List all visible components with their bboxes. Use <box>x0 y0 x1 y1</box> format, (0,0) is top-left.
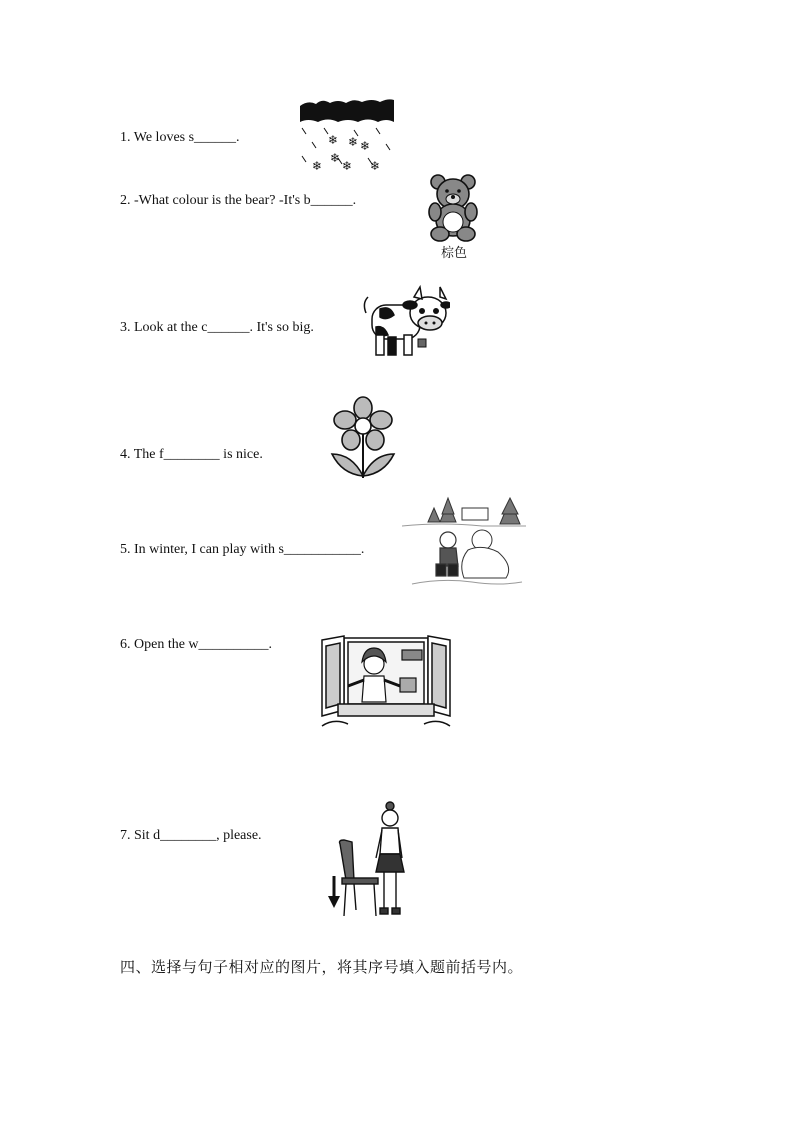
svg-text:❄: ❄ <box>370 159 381 173</box>
svg-text:❄: ❄ <box>342 159 353 173</box>
svg-text:❄: ❄ <box>330 151 341 165</box>
question-7: 7. Sit d________, please. <box>120 828 262 843</box>
svg-text:❄: ❄ <box>312 159 323 173</box>
question-1: 1. We loves s______. <box>120 130 240 145</box>
flower-icon <box>328 396 398 480</box>
question-2: 2. -What colour is the bear? -It's b______. <box>120 193 357 208</box>
question-4: 4. The f________ is nice. <box>120 447 263 462</box>
svg-text:❄: ❄ <box>348 135 359 149</box>
question-6: 6. Open the w__________. <box>120 637 273 652</box>
bear-icon <box>426 172 480 242</box>
question-5: 5. In winter, I can play with s___________. <box>120 542 365 557</box>
snow-icon <box>298 98 396 178</box>
sit-down-icon <box>326 800 410 922</box>
svg-text:❄: ❄ <box>360 139 371 153</box>
svg-text:❄: ❄ <box>328 133 339 147</box>
bear-caption: 棕色 <box>441 246 468 261</box>
snowman-icon <box>402 496 526 592</box>
window-icon <box>318 634 454 734</box>
question-3: 3. Look at the c______. It's so big. <box>120 320 314 335</box>
cow-icon <box>360 283 450 363</box>
section-heading: 四、选择与句子相对应的图片，将其序号填入题前括号内。 <box>120 958 524 976</box>
